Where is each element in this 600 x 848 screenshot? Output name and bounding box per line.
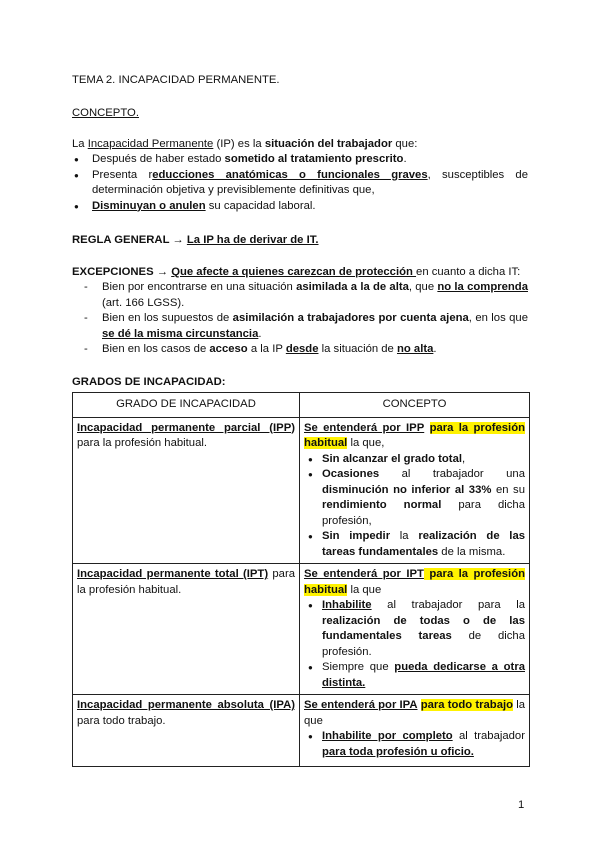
excepciones-intro: EXCEPCIONES → Que afecte a quienes carezcan de protección en cuanto a dicha IT: [72,266,521,278]
table-cell-concepto-ipa: Se entenderá por IPA para todo trabajo la que ● Inhabilite por completo al trabajador para toda profesión u oficio. [300,695,530,767]
concepto-bullet-list [72,152,528,214]
list-item: ● Inhabilite por completo al trabajador para toda profesión u oficio. [304,729,525,760]
list-item: - Bien en los casos de acceso a la IP desde la situación de no alta. [72,342,528,358]
concepto-heading: CONCEPTO. [72,107,139,119]
list-item: ● Después de haber estado sometido al tratamiento prescrito. [72,152,528,168]
table-header-row [73,393,530,418]
table-cell-grado-ipa: Incapacidad permanente absoluta (IPA) para todo trabajo. [73,695,300,767]
page-number: 1 [518,799,525,811]
table-cell-grado-ipt: Incapacidad permanente total (IPT) para la profesión habitual. [73,564,300,695]
table-cell-concepto-ipp: Se entenderá por IPP para la profesión habitual la que, ● Sin alcanzar el grado total, ● Ocasiones al trabajador una disminución no inferior al 33% en su rendimiento normal para dicha profesión, ● Sin impedir la realización de las tareas fundamentales de la misma. [300,417,530,564]
table-cell-concepto-ipt: Se entenderá por IPT para la profesión habitual la que ● Inhabilite al trabajador para la realización de todas o de las fundamentales tareas de dicha profesión. ● Siempre que pueda dedicarse a otra distinta. [300,564,530,695]
list-item: - Bien en los supuestos de asimilación a trabajadores por cuenta ajena, en los que se dé la misma circunstancia. [72,311,528,342]
ipp-bullet-list [304,452,525,561]
list-item: ● Presenta reducciones anatómicas o funcionales graves, susceptibles de determinación objetiva y previsiblemente definitivas que, [72,168,528,199]
list-item: ● Ocasiones al trabajador una disminución no inferior al 33% en su rendimiento normal para dicha profesión, [304,467,525,529]
list-item: ● Siempre que pueda dedicarse a otra distinta. [304,660,525,691]
document-title: TEMA 2. INCAPACIDAD PERMANENTE. [72,74,280,86]
table-row [73,417,530,564]
table-cell-grado-ipp: Incapacidad permanente parcial (IPP) para la profesión habitual. [73,417,300,564]
list-item: ● Sin alcanzar el grado total, [304,452,525,468]
ipa-bullet-list [304,729,525,760]
list-item: ● Sin impedir la realización de las tareas fundamentales de la misma. [304,529,525,560]
regla-general: REGLA GENERAL → La IP ha de derivar de IT. [72,234,319,246]
column-header-concepto: CONCEPTO [300,393,530,418]
excepciones-list [72,280,528,358]
grados-table [72,392,530,767]
concepto-intro: La Incapacidad Permanente (IP) es la situación del trabajador que: [72,138,418,150]
grados-heading: GRADOS DE INCAPACIDAD: [72,376,226,388]
list-item: - Bien por encontrarse en una situación asimilada a la de alta, que no la comprenda (art. 166 LGSS). [72,280,528,311]
table-row [73,564,530,695]
list-item: ● Disminuyan o anulen su capacidad laboral. [72,199,528,215]
list-item: ● Inhabilite al trabajador para la realización de todas o de las fundamentales tareas de dicha profesión. [304,598,525,660]
column-header-grado: GRADO DE INCAPACIDAD [73,393,300,418]
ipt-bullet-list [304,598,525,691]
table-row [73,695,530,767]
